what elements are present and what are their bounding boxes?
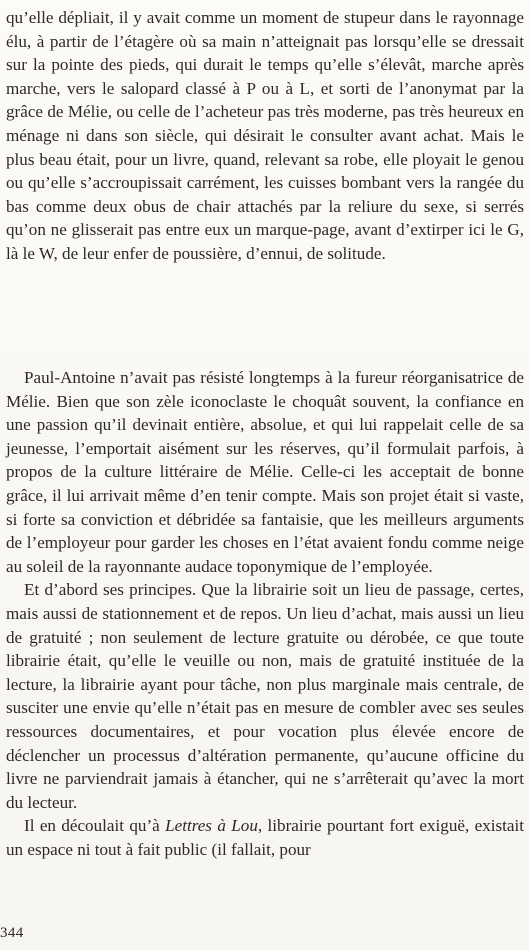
page-number: 344 (0, 925, 24, 941)
paragraph-4 (6, 814, 524, 861)
paragraph-4-end: , librairie pourtant fort exiguë, existait un espace ni tout à fait public (il fallait, pour (6, 816, 524, 859)
text-block-top (6, 6, 524, 266)
paragraph-2: Paul-Antoine n’avait pas résisté longtemps à la fureur réorganisatrice de Mélie. Bien que son zèle iconoclaste le choquât souvent, la confiance en une passion qu’il devinait entière, absolue, et qui lui rappelait celle de sa jeunesse, l’emportait aisément sur les réserves, qu’il formulait parfois, à propos de la culture littéraire de Mélie. Celle-ci les acceptait de bonne grâce, il lui arrivait même d’en tenir compte. Mais son projet était si vaste, si forte sa conviction et débridée sa fantaisie, que les meilleurs arguments de l’employeur pour garder les choses en l’état avaient fondu comme neige au soleil de la rayonnante audace toponymique de l’employée. (6, 368, 524, 576)
paragraph-1: qu’elle dépliait, il y avait comme un moment de stupeur dans le rayonnage élu, à partir de l’étagère où sa main n’atteignait pas lorsqu’elle se dressait sur la pointe des pieds, qui durait le temps qu’elle s’élevât, marche après marche, vers le salopard classé à P ou à L, et sorti de l’anonymat par la grâce de Mélie, ou celle de l’acheteur pas très moderne, pas très heureux en ménage ni dans son siècle, qui désirait le consulter avant achat. Mais le plus beau était, pour un livre, quand, relevant sa robe, elle ployait le genou ou qu’elle s’accroupissait carrément, les cuisses bombant vers la rangée du bas comme deux obus de chair attachés par la reliure du sexe, si serrés qu’on ne glisserait pas entre eux un marque-page, avant d’extirper ici le G, là le W, de leur enfer de poussière, d’ennui, de solitude. (6, 8, 524, 263)
paragraph-4-start: Il en découlait qu’à (24, 816, 166, 836)
text-block-bottom (6, 366, 524, 861)
book-title-italic: Lettres à Lou (165, 816, 258, 836)
paragraph-3: Et d’abord ses principes. Que la librairie soit un lieu de passage, certes, mais aussi de stationnement et de repos. Un lieu d’achat, mais aussi un lieu de gratuité ; non seulement de lecture gratuite ou dérobée, ce que toute librairie était, qu’elle le veuille ou non, mais de gratuité instituée de la lecture, la librairie ayant pour tâche, non plus marginale mais centrale, de susciter une envie qu’elle n’était pas en mesure de combler avec ses seules ressources documentaires, et pour vocation plus élevée encore de déclencher un processus d’altération permanente, qu’aucune officine du livre ne parviendrait jamais à étancher, qui ne s’arrêterait qu’avec la mort du lecteur. (6, 580, 524, 812)
